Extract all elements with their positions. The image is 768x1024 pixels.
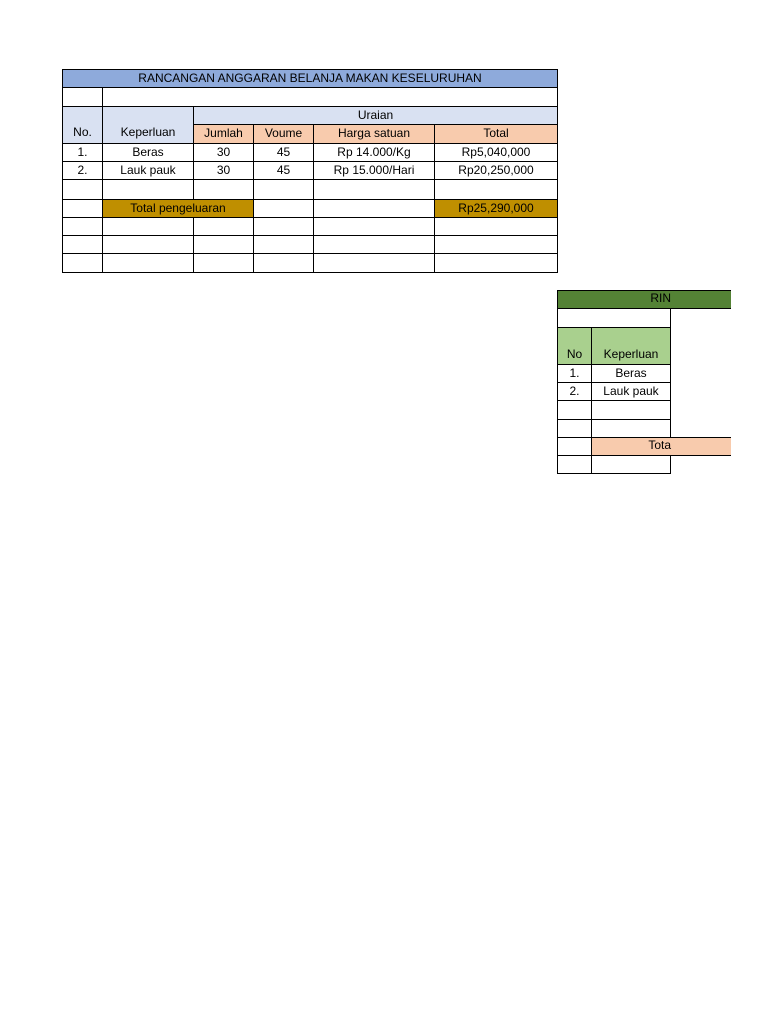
cell-empty [313, 199, 435, 218]
header-volume: Voume [253, 124, 314, 144]
cell-empty [313, 179, 435, 200]
row-harga: Rp 14.000/Kg [313, 143, 435, 162]
cell-empty [193, 179, 254, 200]
row-total: Rp20,250,000 [434, 161, 558, 180]
cell-empty [557, 455, 592, 474]
cell-empty [193, 253, 254, 273]
cell-empty [557, 437, 592, 456]
total-pengeluaran-value: Rp25,290,000 [434, 199, 558, 218]
header-total: Total [434, 124, 558, 144]
row-no: 1. [557, 364, 592, 383]
cell-empty [591, 400, 671, 420]
header-keperluan: Keperluan [120, 125, 176, 139]
cell-empty [557, 308, 671, 328]
cell-empty [102, 179, 194, 200]
cell-empty [62, 253, 103, 273]
row-keperluan: Lauk pauk [102, 161, 194, 180]
header-harga-satuan: Harga satuan [313, 124, 435, 144]
row-total: Rp5,040,000 [434, 143, 558, 162]
row-harga: Rp 15.000/Hari [313, 161, 435, 180]
cell-empty [62, 217, 103, 236]
row-volume: 45 [253, 143, 314, 162]
cell-empty [102, 253, 194, 273]
row-keperluan: Beras [102, 143, 194, 162]
cell-empty [557, 419, 592, 438]
header-jumlah: Jumlah [193, 124, 254, 144]
cell-empty [434, 217, 558, 236]
row-no: 1. [62, 143, 103, 162]
cell-empty [557, 400, 592, 420]
cell-empty [313, 253, 435, 273]
cell-empty [62, 199, 103, 218]
header-uraian: Uraian [193, 106, 558, 125]
row-keperluan: Lauk pauk [591, 382, 671, 401]
cell-empty [253, 199, 314, 218]
cell-empty [102, 217, 194, 236]
cell-empty [193, 217, 254, 236]
row-no: 2. [62, 161, 103, 180]
table-title: RANCANGAN ANGGARAN BELANJA MAKAN KESELURUHAN [62, 69, 558, 88]
cell-empty [434, 235, 558, 254]
cell-empty [434, 179, 558, 200]
cell-empty [253, 179, 314, 200]
cell-empty [253, 217, 314, 236]
row-jumlah: 30 [193, 161, 254, 180]
cell-empty [434, 253, 558, 273]
detail-total-label: Tota [648, 438, 671, 452]
row-jumlah: 30 [193, 143, 254, 162]
cell-empty [591, 419, 671, 438]
detail-header-keperluan: Keperluan [603, 347, 659, 361]
cell-empty [313, 235, 435, 254]
row-keperluan: Beras [591, 364, 671, 383]
cell-empty [253, 235, 314, 254]
total-pengeluaran-label: Total pengeluaran [102, 199, 254, 218]
cell-empty [102, 87, 558, 107]
cell-empty [591, 455, 671, 474]
cell-empty [62, 235, 103, 254]
cell-empty [193, 235, 254, 254]
detail-title: RIN [650, 291, 671, 305]
header-no: No. [73, 125, 92, 139]
cell-empty [62, 87, 103, 107]
detail-header-no: No [566, 347, 583, 361]
cell-empty [253, 253, 314, 273]
cell-empty [102, 235, 194, 254]
row-volume: 45 [253, 161, 314, 180]
cell-empty [62, 179, 103, 200]
row-no: 2. [557, 382, 592, 401]
cell-empty [313, 217, 435, 236]
